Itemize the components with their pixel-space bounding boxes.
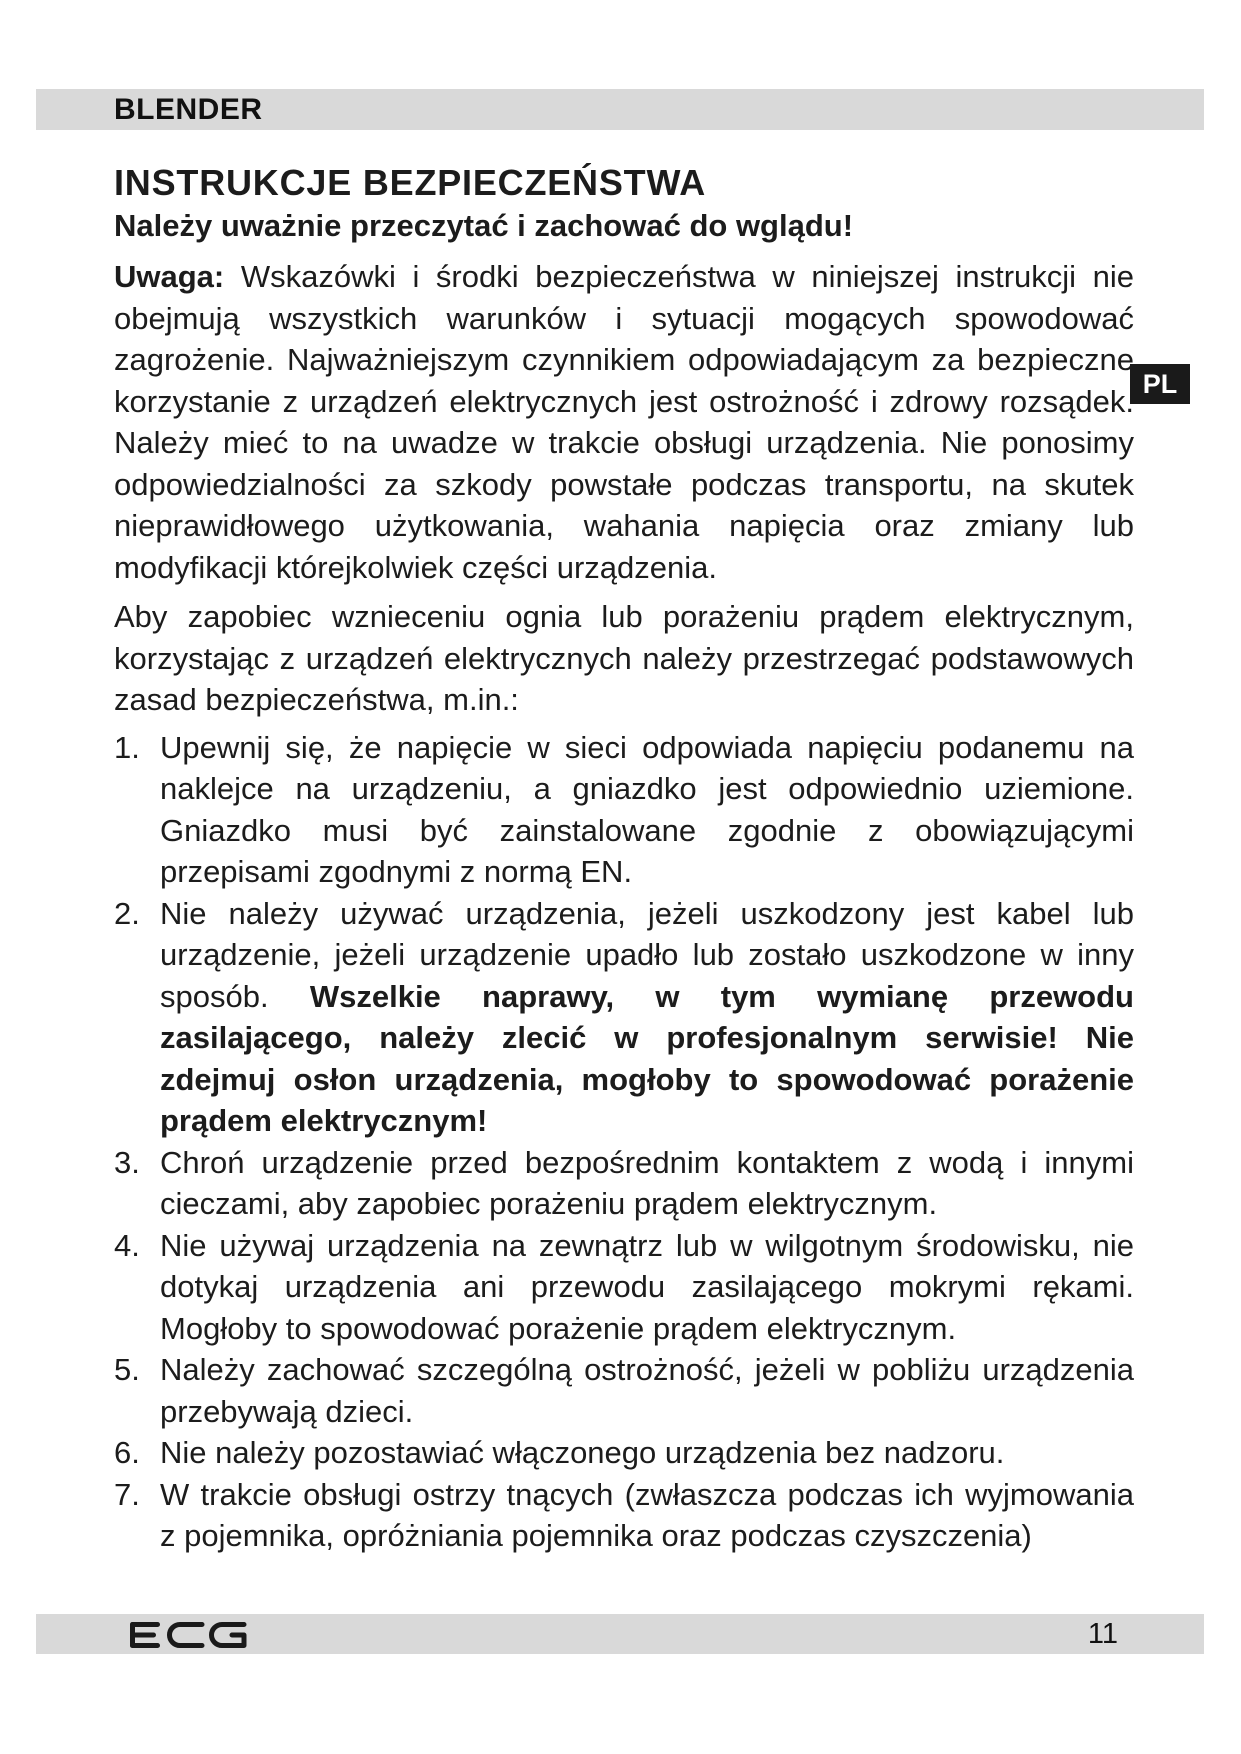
list-item: [114, 1142, 1134, 1225]
list-item-text: Nie należy używać urządzenia, jeżeli uszkodzony jest kabel lub urządzenie, jeżeli urządzenie upadło lub zostało uszkodzone w inny sposób.: [160, 895, 1134, 1014]
header-title: BLENDER: [114, 93, 263, 126]
ecg-logo: [128, 1620, 248, 1650]
document-title: INSTRUKCJE BEZPIECZEŃSTWA: [114, 162, 707, 203]
intro-text: Wskazówki i środki bezpieczeństwa w niniejszej instrukcji nie obejmują wszystkich warunków i sytuacji mogących spowodować zagrożenie. Najważniejszym czynnikiem odpowiadającym za bezpieczne korzystanie z urządzeń elektrycznych jest ostrożność i zdrowy rozsądek. Należy mieć to na uwadze w trakcie obsługi urządzenia. Nie ponosimy odpowiedzialności za szkody powstałe podczas transportu, na skutek nieprawidłowego użytkowania, wahania napięcia oraz zmiany lub modyfikacji którejkolwiek części urządzenia.: [114, 259, 1134, 585]
list-item: [114, 1349, 1134, 1432]
footer-bar: [36, 1614, 1204, 1654]
list-item-text: Należy zachować szczególną ostrożność, jeżeli w pobliżu urządzenia przebywają dzieci.: [160, 1352, 1134, 1429]
list-item-number: 4.: [114, 1227, 140, 1263]
list-item-number: 1.: [114, 729, 140, 765]
list-item-number: 3.: [114, 1144, 140, 1180]
list-item-text: W trakcie obsługi ostrzy tnących (zwłaszcza podczas ich wyjmowania z pojemnika, opróżniania pojemnika oraz podczas czyszczenia): [160, 1476, 1134, 1553]
list-item: [114, 1225, 1134, 1350]
list-item: [114, 1474, 1134, 1557]
list-item-warning: Wszelkie naprawy, w tym wymianę przewodu zasilającego, należy zlecić w profesjonalnym serwisie! Nie zdejmuj osłon urządzenia, mogłoby to spowodować porażenie prądem elektrycznym!: [160, 978, 1134, 1138]
list-item-number: 6.: [114, 1435, 140, 1470]
intro-label: Uwaga:: [114, 259, 225, 294]
list-item-text: Nie należy pozostawiać włączonego urządzenia bez nadzoru.: [160, 1435, 1005, 1470]
fire-safety-paragraph: Aby zapobiec wznieceniu ognia lub porażeniu prądem elektrycznym, korzystając z urządzeń elektrycznych należy przestrzegać podstawowych zasad bezpieczeństwa, m.in.:: [114, 599, 1134, 717]
list-item-number: 5.: [114, 1352, 140, 1387]
header-bar: [36, 89, 1204, 130]
list-item-number: 7.: [114, 1476, 140, 1512]
document-body: [114, 160, 1134, 1557]
list-item-number: 2.: [114, 895, 140, 931]
language-tab: PL: [1130, 364, 1190, 404]
list-item-text: Nie używaj urządzenia na zewnątrz lub w wilgotnym środowisku, nie dotykaj urządzenia ani przewodu zasilającego mokrymi rękami. Mogłoby to spowodować porażenie prądem elektrycznym.: [160, 1227, 1134, 1346]
intro-paragraph: [114, 256, 1134, 588]
page-number: 11: [1087, 1618, 1118, 1650]
list-item: [114, 893, 1134, 1142]
list-item-text: Chroń urządzenie przed bezpośrednim kontaktem z wodą i innymi cieczami, aby zapobiec porażeniu prądem elektrycznym.: [160, 1144, 1134, 1221]
document-subtitle: Należy uważnie przeczytać i zachować do wglądu!: [114, 208, 854, 243]
list-item-text: Upewnij się, że napięcie w sieci odpowiada napięciu podanemu na naklejce na urządzeniu, a gniazdko jest odpowiednio uziemione. Gniazdko musi być zainstalowane zgodnie z obowiązującymi przepisami zgodnymi z normą EN.: [160, 729, 1134, 889]
safety-list: [114, 727, 1134, 1557]
list-item: [114, 1432, 1134, 1474]
list-item: [114, 727, 1134, 893]
